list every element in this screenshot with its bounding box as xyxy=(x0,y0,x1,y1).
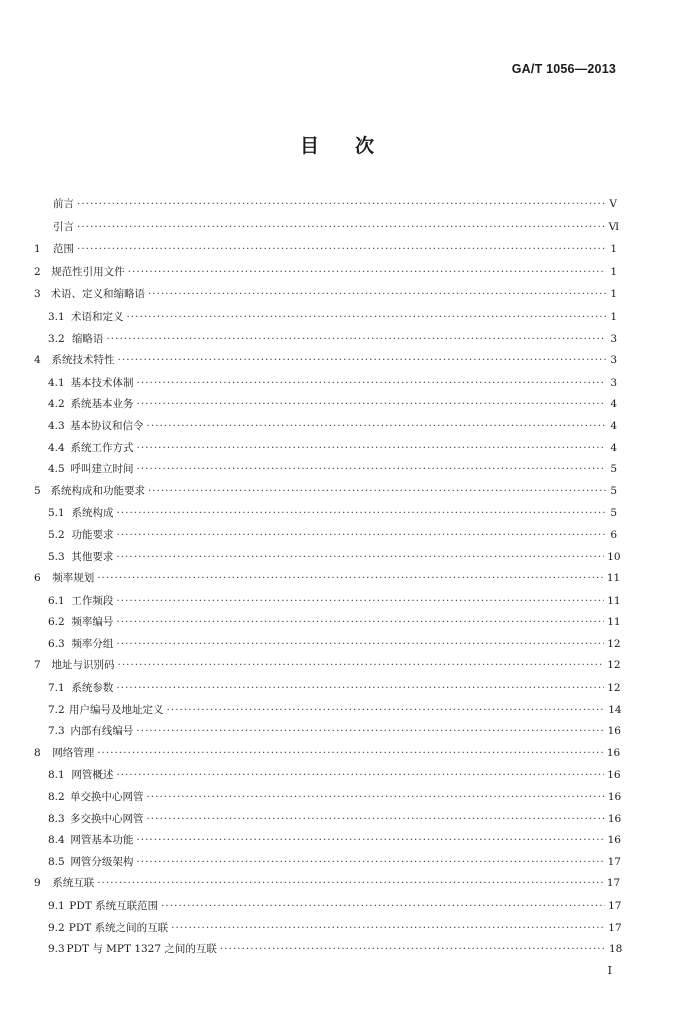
toc-entry[interactable] xyxy=(34,678,621,700)
toc-entry-page: 17 xyxy=(606,877,621,890)
toc-dot-leader xyxy=(117,655,604,677)
toc-entry-number: 1 xyxy=(34,243,41,256)
toc-entry[interactable] xyxy=(34,459,617,481)
toc-dot-leader xyxy=(148,284,606,306)
toc-entry-page: 1 xyxy=(610,243,617,256)
title-char-1: 目 xyxy=(299,135,319,157)
toc-entry-label: 系统互联 xyxy=(52,877,95,890)
toc-entry-number: 3.1 xyxy=(48,310,65,323)
table-of-contents xyxy=(34,194,623,961)
toc-entry-page: 10 xyxy=(607,550,621,563)
toc-dot-leader xyxy=(147,416,606,438)
toc-entry-page: 16 xyxy=(607,769,621,782)
toc-dot-leader xyxy=(126,307,606,329)
toc-entry-page: 5 xyxy=(610,507,617,520)
toc-entry-label: 频率分组 xyxy=(71,637,114,650)
toc-entry-number: 8.5 xyxy=(48,855,65,868)
toc-entry-page: 6 xyxy=(610,528,617,541)
toc-entry[interactable] xyxy=(34,568,621,591)
toc-dot-leader xyxy=(116,591,604,613)
toc-dot-leader xyxy=(77,217,606,239)
toc-entry-label: 前言 xyxy=(53,198,74,210)
toc-dot-leader xyxy=(116,678,604,700)
toc-entry-label: PDT 与 MPT 1327 之间的互联 xyxy=(66,943,217,956)
toc-entry[interactable] xyxy=(34,852,621,874)
toc-entry-number: 9 xyxy=(34,877,41,890)
toc-entry-label: 频率编号 xyxy=(71,616,114,629)
toc-entry-label: 基本技术体制 xyxy=(70,376,134,389)
toc-entry[interactable] xyxy=(34,350,617,373)
toc-entry-page: 17 xyxy=(608,900,622,912)
toc-entry[interactable] xyxy=(34,591,621,613)
toc-entry[interactable] xyxy=(34,217,620,240)
toc-entry-page: 5 xyxy=(610,463,617,476)
title-char-2: 次 xyxy=(355,135,375,157)
standard-code: GA/T 1056—2013 xyxy=(511,62,616,76)
toc-entry-label: 系统构成 xyxy=(71,507,114,520)
toc-entry-page: 11 xyxy=(607,616,621,629)
toc-entry-label: 缩略语 xyxy=(71,332,104,345)
toc-entry-label: PDT 系统之间的互联 xyxy=(68,921,169,934)
toc-entry[interactable] xyxy=(34,547,621,569)
toc-entry[interactable] xyxy=(34,239,617,262)
toc-dot-leader xyxy=(136,438,606,460)
toc-entry-label: 系统参数 xyxy=(71,682,114,695)
toc-entry-label: 网管基本功能 xyxy=(70,834,134,847)
toc-entry-page: 4 xyxy=(610,441,617,454)
toc-entry-number: 8 xyxy=(34,746,41,759)
toc-entry-number: 6.2 xyxy=(48,616,65,629)
toc-entry-number: 8.2 xyxy=(48,791,65,804)
toc-entry-number: 4.4 xyxy=(48,441,65,454)
toc-entry-label: PDT 系统互联范围 xyxy=(69,900,159,912)
toc-dot-leader xyxy=(77,239,606,261)
toc-entry-label: 频率规划 xyxy=(52,572,95,585)
toc-dot-leader xyxy=(136,852,604,874)
toc-entry-number: 5.3 xyxy=(48,550,65,563)
toc-entry-page: 11 xyxy=(607,594,621,607)
toc-entry-label: 用户编号及地址定义 xyxy=(69,703,164,716)
toc-entry-label: 术语、定义和缩略语 xyxy=(50,288,145,301)
toc-entry-number: 6.3 xyxy=(48,637,65,650)
toc-entry-page: 12 xyxy=(607,637,621,650)
toc-dot-leader xyxy=(128,262,606,284)
toc-entry[interactable] xyxy=(34,809,622,831)
toc-dot-leader xyxy=(220,939,606,961)
toc-entry-label: 网管分级架构 xyxy=(70,855,134,868)
toc-entry[interactable] xyxy=(34,416,617,438)
toc-dot-leader xyxy=(97,743,604,765)
toc-entry[interactable] xyxy=(34,438,617,460)
toc-entry[interactable] xyxy=(34,194,617,217)
toc-entry-label: 系统构成和功能要求 xyxy=(50,484,145,497)
toc-dot-leader xyxy=(106,329,606,351)
toc-dot-leader xyxy=(161,896,605,918)
toc-entry-label: 系统技术特性 xyxy=(51,354,115,367)
toc-entry-number: 2 xyxy=(34,265,41,278)
toc-entry[interactable] xyxy=(34,634,621,656)
toc-entry-number: 5.2 xyxy=(48,528,65,541)
toc-entry-page: 16 xyxy=(607,812,622,825)
toc-entry[interactable] xyxy=(34,525,617,547)
toc-entry-page: 17 xyxy=(608,921,622,934)
toc-entry[interactable] xyxy=(34,612,621,634)
toc-entry-number: 4.3 xyxy=(48,419,65,432)
toc-entry-page: 5 xyxy=(610,484,617,497)
toc-entry[interactable] xyxy=(34,830,621,852)
toc-entry-label: 内部有线编号 xyxy=(70,725,134,738)
toc-dot-leader xyxy=(97,568,604,590)
toc-dot-leader xyxy=(116,525,606,547)
toc-entry-label: 基本协议和信令 xyxy=(70,419,144,432)
toc-entry-number: 6.1 xyxy=(48,594,65,607)
toc-entry[interactable] xyxy=(34,262,617,285)
toc-entry-page: 16 xyxy=(607,834,621,847)
toc-entry[interactable] xyxy=(34,743,621,766)
toc-entry[interactable] xyxy=(34,373,617,395)
toc-entry-page: 16 xyxy=(607,725,621,738)
toc-dot-leader xyxy=(146,809,604,831)
toc-entry-page: 3 xyxy=(610,354,617,367)
page-number: I xyxy=(607,964,612,977)
toc-entry-number: 8.3 xyxy=(48,812,65,825)
toc-dot-leader xyxy=(148,481,606,503)
toc-entry-page: 3 xyxy=(610,376,617,389)
toc-entry-label: 工作频段 xyxy=(71,594,114,607)
toc-entry-page: 4 xyxy=(610,419,617,432)
toc-entry-page: 1 xyxy=(610,310,617,323)
toc-entry[interactable] xyxy=(34,939,623,961)
toc-entry-page: 17 xyxy=(607,855,621,868)
toc-entry-page: 3 xyxy=(610,332,617,345)
toc-entry-label: 引言 xyxy=(53,220,74,233)
toc-entry-label: 规范性引用文件 xyxy=(51,265,125,278)
toc-entry[interactable] xyxy=(34,329,617,351)
toc-entry-page: 1 xyxy=(610,288,617,301)
toc-entry[interactable] xyxy=(34,896,622,918)
toc-entry-page: 16 xyxy=(607,791,622,804)
toc-entry[interactable] xyxy=(34,700,622,722)
toc-entry[interactable] xyxy=(34,307,617,329)
toc-dot-leader xyxy=(136,394,606,416)
toc-entry[interactable] xyxy=(34,394,617,416)
toc-entry-number: 7.3 xyxy=(48,725,65,738)
toc-dot-leader xyxy=(136,373,606,395)
toc-entry-label: 地址与识别码 xyxy=(51,659,115,672)
toc-entry-number: 8.4 xyxy=(48,834,65,847)
toc-entry[interactable] xyxy=(34,918,622,940)
toc-entry[interactable] xyxy=(34,503,617,525)
toc-entry-label: 术语和定义 xyxy=(70,310,124,323)
toc-entry-page: 4 xyxy=(610,398,617,411)
toc-dot-leader xyxy=(77,194,606,216)
toc-entry-number: 3.2 xyxy=(48,332,65,345)
toc-entry-label: 单交换中心网管 xyxy=(69,791,144,804)
toc-entry-label: 呼叫建立时间 xyxy=(70,463,134,476)
toc-entry-number: 3 xyxy=(34,288,41,301)
toc-entry-page: 14 xyxy=(608,703,622,716)
toc-entry-number: 7 xyxy=(34,659,41,672)
toc-entry-number: 9.3 xyxy=(48,943,65,956)
toc-dot-leader xyxy=(136,459,606,481)
toc-entry-number: 7.2 xyxy=(48,703,65,716)
toc-entry-label: 其他要求 xyxy=(71,550,114,563)
toc-entry-label: 网管概述 xyxy=(71,769,114,782)
toc-dot-leader xyxy=(116,503,606,525)
toc-entry-label: 网络管理 xyxy=(52,746,95,759)
toc-entry[interactable] xyxy=(34,721,621,743)
toc-dot-leader xyxy=(116,765,604,787)
toc-entry-number: 4.5 xyxy=(48,463,65,476)
page-title xyxy=(0,131,674,158)
toc-entry-page: Ⅴ xyxy=(609,198,617,210)
toc-entry-number: 4 xyxy=(34,354,41,367)
toc-entry-number: 6 xyxy=(34,572,41,585)
toc-entry[interactable] xyxy=(34,481,617,504)
toc-entry-page: 12 xyxy=(607,659,621,672)
toc-entry-label: 多交换中心网管 xyxy=(69,812,144,825)
toc-entry-label: 功能要求 xyxy=(71,528,114,541)
toc-entry[interactable] xyxy=(34,765,621,787)
toc-entry-number: 8.1 xyxy=(48,769,65,782)
toc-entry-label: 系统工作方式 xyxy=(70,441,134,454)
toc-dot-leader xyxy=(171,918,605,940)
toc-dot-leader xyxy=(146,787,604,809)
toc-dot-leader xyxy=(118,350,606,372)
toc-entry-page: 12 xyxy=(607,682,621,695)
toc-entry-number: 9.1 xyxy=(48,900,65,912)
toc-dot-leader xyxy=(136,830,604,852)
toc-entry-number: 4.1 xyxy=(48,376,65,389)
toc-dot-leader xyxy=(136,721,604,743)
toc-entry-number: 9.2 xyxy=(48,921,65,934)
toc-entry-number: 7.1 xyxy=(48,682,65,695)
toc-entry[interactable] xyxy=(34,873,621,896)
toc-entry-number: 5.1 xyxy=(48,507,65,520)
toc-entry-page: 18 xyxy=(609,943,623,956)
toc-entry-number: 4.2 xyxy=(48,398,65,411)
toc-entry-page: 16 xyxy=(606,746,621,759)
toc-entry-page: 11 xyxy=(606,572,621,585)
toc-entry-number: 5 xyxy=(34,484,41,497)
toc-entry-label: 范围 xyxy=(53,243,74,256)
toc-dot-leader xyxy=(167,700,606,722)
toc-dot-leader xyxy=(97,873,604,895)
toc-entry-page: 1 xyxy=(610,265,617,278)
toc-dot-leader xyxy=(116,547,604,569)
toc-dot-leader xyxy=(116,634,604,656)
toc-dot-leader xyxy=(116,612,604,634)
toc-entry[interactable] xyxy=(34,787,622,809)
toc-entry-page: Ⅵ xyxy=(608,220,620,233)
toc-entry[interactable] xyxy=(34,284,617,307)
toc-entry[interactable] xyxy=(34,655,621,678)
toc-entry-label: 系统基本业务 xyxy=(70,398,134,411)
